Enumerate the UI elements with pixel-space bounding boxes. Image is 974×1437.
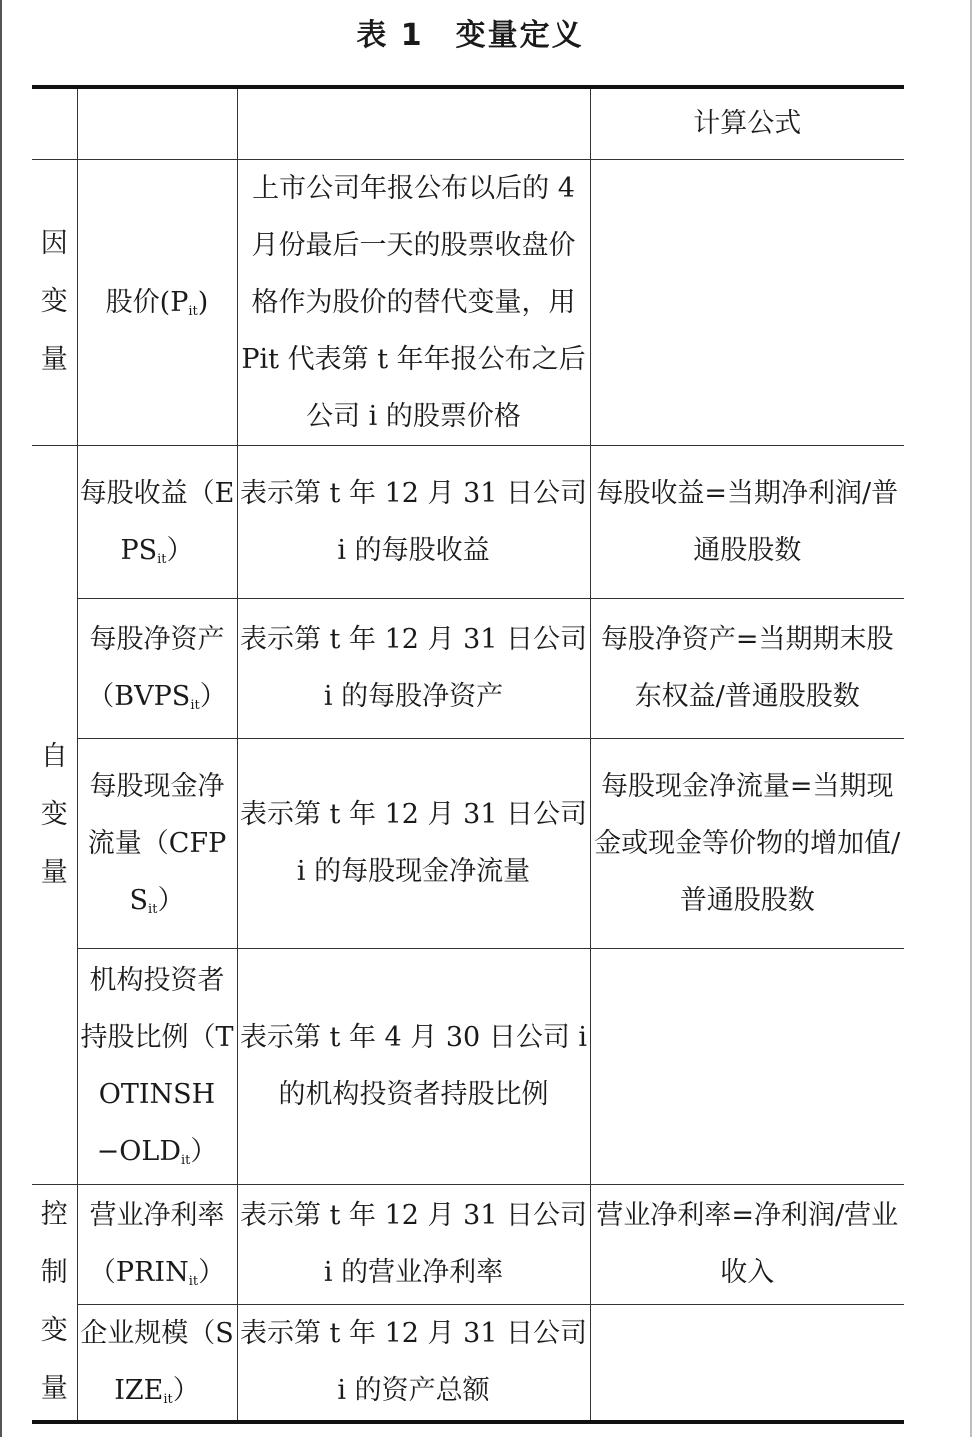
variable-name-cell <box>77 738 237 948</box>
definition-cell: 表示第 t 年 12 月 31 日公司 i 的每股收益 <box>237 445 590 598</box>
variable-name: 机构投资者持股比例（TOTINSH−OLD <box>80 965 234 1167</box>
variable-name-close: ） <box>198 1257 226 1288</box>
table-title: 表 1 变量定义 <box>356 18 584 53</box>
variable-subscript: it <box>163 1392 173 1408</box>
variable-name-cell <box>77 159 237 445</box>
variable-name-cell <box>77 948 237 1184</box>
variable-definition-table <box>32 85 904 1424</box>
variable-name: 企业规模（SIZE <box>80 1318 234 1407</box>
variable-subscript: it <box>188 303 198 319</box>
variable-name-cell <box>77 1184 237 1304</box>
formula-cell <box>590 948 904 1184</box>
definition-cell: 表示第 t 年 12 月 31 日公司 i 的每股现金净流量 <box>237 738 590 948</box>
definition-cell: 上市公司年报公布以后的 4 月份最后一天的股票收盘价格作为股价的替代变量，用 Pit 代表第 t 年年报公布之后公司 i 的股票价格 <box>237 159 590 445</box>
variable-name-close: ） <box>166 534 194 566</box>
header-cell-group <box>32 87 77 159</box>
definition-cell: 表示第 t 年 12 月 31 日公司 i 的营业净利率 <box>237 1184 590 1304</box>
table-row <box>32 1184 904 1304</box>
variable-name-cell <box>77 1304 237 1422</box>
table-row <box>32 1304 904 1422</box>
variable-name-cell <box>77 598 237 738</box>
definition-cell: 表示第 t 年 4 月 30 日公司 i 的机构投资者持股比例 <box>237 948 590 1184</box>
variable-name-close: ） <box>190 1136 218 1167</box>
table-row <box>32 738 904 948</box>
formula-cell: 每股净资产=当期期末股东权益/普通股股数 <box>590 598 904 738</box>
table-header-row <box>32 87 904 159</box>
variable-name-close: ） <box>157 884 185 916</box>
table-row <box>32 598 904 738</box>
variable-subscript: it <box>157 551 167 567</box>
formula-cell: 每股现金净流量=当期现金或现金等价物的增加值/普通股股数 <box>590 738 904 948</box>
definition-cell: 表示第 t 年 12 月 31 日公司 i 的资产总额 <box>237 1304 590 1422</box>
table-row <box>32 159 904 445</box>
variable-subscript: it <box>188 1274 199 1289</box>
header-cell-formula: 计算公式 <box>590 87 904 159</box>
variable-name: 营业净利率（PRIN <box>88 1200 225 1288</box>
variable-name-close: ) <box>197 286 209 318</box>
variable-name: 股价(P <box>105 286 189 318</box>
formula-cell <box>590 159 904 445</box>
formula-cell: 营业净利率=净利润/营业收入 <box>590 1184 904 1304</box>
group-label-independent: 自变量 <box>32 445 77 1184</box>
page-border-left <box>0 0 2 1437</box>
formula-cell <box>590 1304 904 1422</box>
group-label-dependent: 因变量 <box>32 159 77 445</box>
definition-cell: 表示第 t 年 12 月 31 日公司 i 的每股净资产 <box>237 598 590 738</box>
variable-name-cell <box>77 445 237 598</box>
variable-name: 每股净资产（BVPS <box>87 624 225 712</box>
header-cell-definition <box>237 87 590 159</box>
page-border-right <box>970 0 972 1437</box>
group-label-control: 控制变量 <box>32 1184 77 1422</box>
table-row <box>32 948 904 1184</box>
variable-name: 每股收益（EPS <box>79 477 235 566</box>
header-cell-variable <box>77 87 237 159</box>
table-row <box>32 445 904 598</box>
formula-cell: 每股收益=当期净利润/普通股股数 <box>590 445 904 598</box>
variable-subscript: it <box>148 901 158 917</box>
variable-name-close: ） <box>199 681 227 712</box>
variable-subscript: it <box>180 1153 191 1168</box>
variable-subscript: it <box>190 698 200 713</box>
variable-name-close: ） <box>172 1375 200 1407</box>
variable-name: 每股现金净流量（CFPS <box>87 770 227 916</box>
